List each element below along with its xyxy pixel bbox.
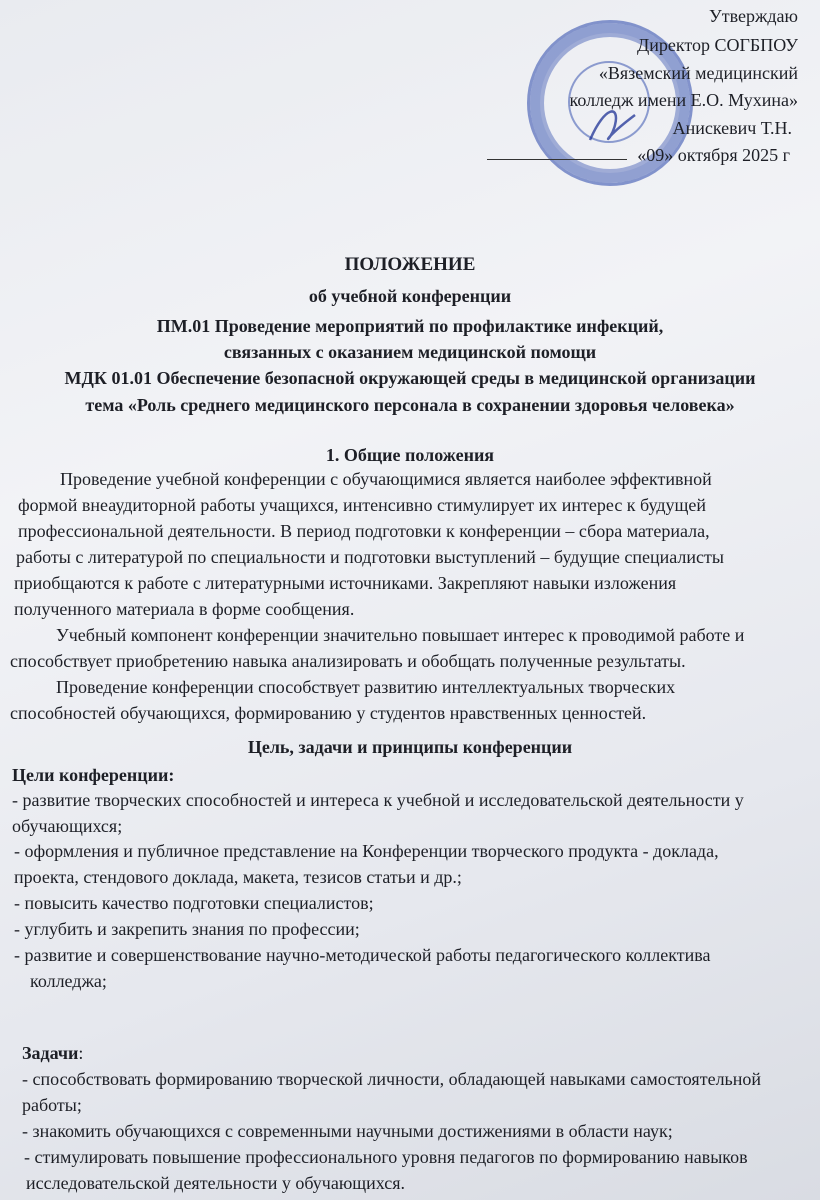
task-line: - знакомить обучающихся с современными научными достижениями в области наук; [22, 1121, 673, 1141]
goal-line: - развитие и совершенствование научно-методической работы педагогического коллектива [14, 945, 711, 965]
paragraph-line: Проведение учебной конференции с обучающимися является наиболее эффективной [60, 469, 712, 489]
paragraph-line: профессиональной деятельности. В период подготовки к конференции – сбора материала, [18, 521, 710, 541]
approval-line: «Вяземский медицинский [598, 63, 798, 83]
goal-line: проекта, стендового доклада, макета, тезисов статьи и др.; [14, 867, 462, 887]
tasks-heading [22, 1042, 83, 1064]
approval-date: «09» октября 2025 г [637, 145, 790, 165]
tasks-heading-colon: : [78, 1043, 84, 1063]
goal-line: - углубить и закрепить знания по профессии; [14, 919, 360, 939]
task-line: - способствовать формированию творческой личности, обладающей навыками самостоятельной [22, 1069, 762, 1089]
task-line: работы; [22, 1095, 82, 1115]
title-line: тема «Роль среднего медицинского персонала в сохранении здоровья человека» [85, 395, 735, 415]
document-title: ПОЛОЖЕНИЕ [344, 254, 476, 275]
approval-line: Директор СОГБПОУ [636, 35, 798, 55]
goals-heading: Цели конференции: [12, 765, 175, 785]
paragraph-line: приобщаются к работе с литературными источниками. Закрепляют навыки изложения [14, 573, 677, 593]
task-line: - стимулировать повышение профессионального уровня педагогов по формированию навыков [24, 1147, 748, 1167]
goal-line: - оформления и публичное представление на Конференции творческого продукта - доклада, [14, 841, 719, 861]
signature-line [487, 159, 627, 160]
paragraph-line: способностей обучающихся, формированию у студентов нравственных ценностей. [10, 703, 647, 723]
paragraph-line: работы с литературой по специальности и подготовки выступлений – будущие специалисты [16, 547, 724, 567]
task-line: исследовательской деятельности у обучающихся. [26, 1173, 406, 1193]
document-subtitle: об учебной конференции [308, 286, 512, 306]
title-line: ПМ.01 Проведение мероприятий по профилактике инфекций, [156, 316, 664, 336]
section-heading: Цель, задачи и принципы конференции [247, 737, 573, 757]
title-line: МДК 01.01 Обеспечение безопасной окружающей среды в медицинской организации [64, 368, 756, 388]
goal-line: - повысить качество подготовки специалистов; [14, 893, 374, 913]
approval-line: Анискевич Т.Н. [672, 118, 792, 138]
paragraph-line: формой внеаудиторной работы учащихся, интенсивно стимулирует их интерес к будущей [18, 495, 707, 515]
tasks-heading-text: Задачи [22, 1043, 79, 1063]
paragraph-line: полученного материала в форме сообщения. [14, 599, 355, 619]
goal-line: - развитие творческих способностей и интереса к учебной и исследовательской деятельности у [12, 790, 744, 810]
paragraph-line: Проведение конференции способствует развитию интеллектуальных творческих [56, 677, 676, 697]
section-heading: 1. Общие положения [325, 445, 495, 465]
goal-line: обучающихся; [12, 816, 123, 836]
goal-line: колледжа; [30, 971, 107, 991]
approval-line: Утверждаю [708, 6, 798, 26]
paragraph-line: способствует приобретению навыка анализировать и обобщать полученные результаты. [10, 651, 686, 671]
paragraph-line: Учебный компонент конференции значительно повышает интерес к проводимой работе и [56, 625, 745, 645]
approval-line: колледж имени Е.О. Мухина» [569, 90, 798, 110]
title-line: связанных с оказанием медицинской помощи [223, 342, 597, 362]
